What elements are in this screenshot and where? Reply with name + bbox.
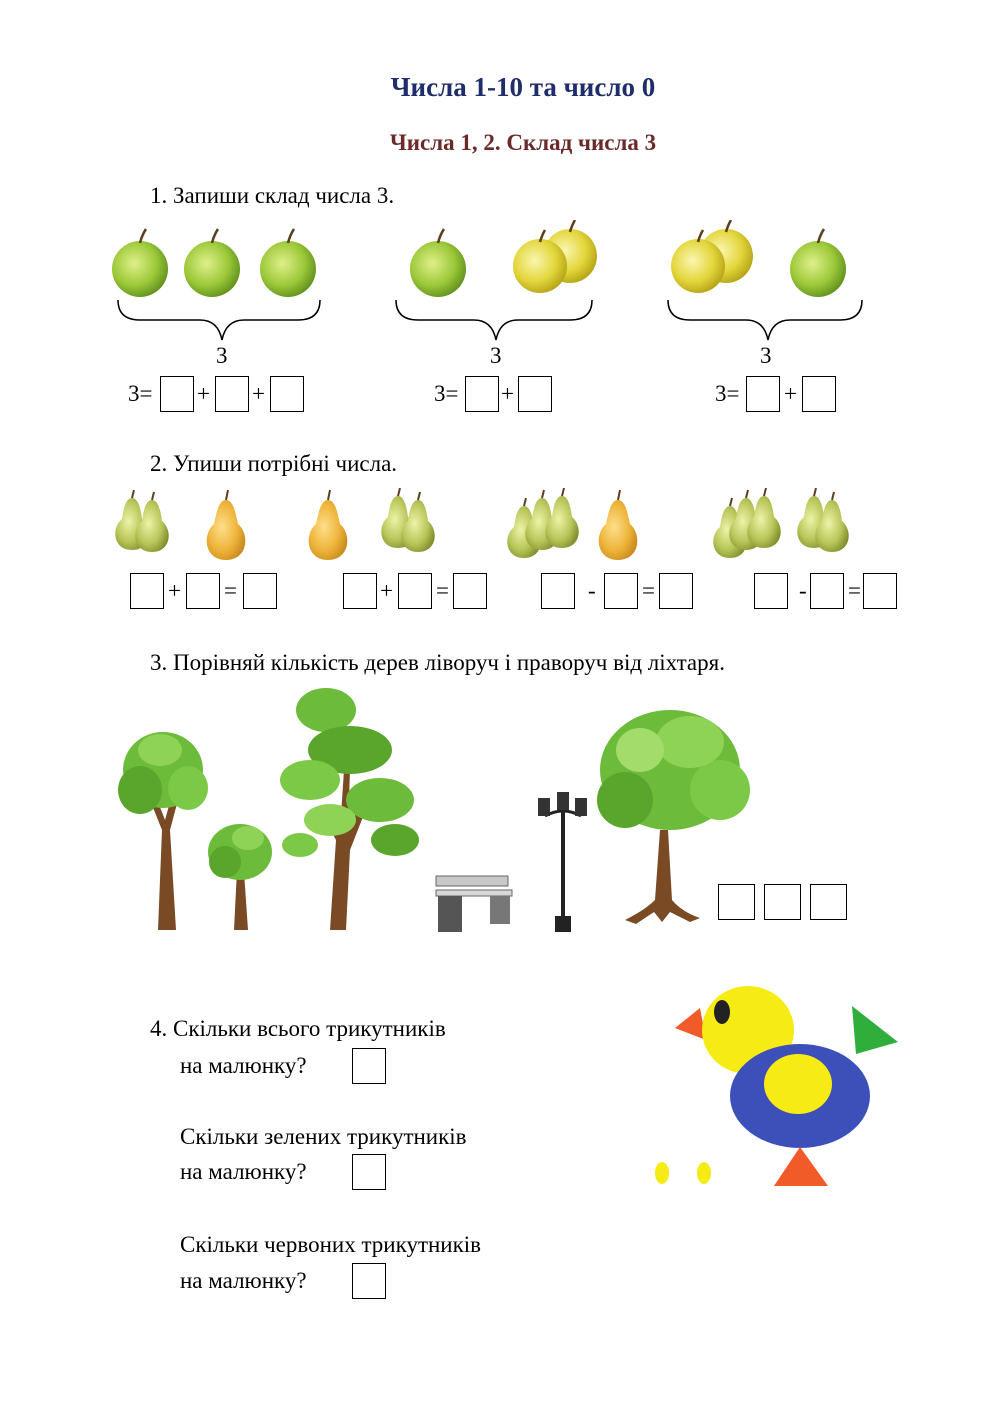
plus-sign: + — [197, 381, 210, 406]
apple-icon — [410, 229, 466, 297]
answer-box[interactable] — [810, 573, 844, 609]
plus-sign: + — [252, 381, 265, 406]
tree-icon — [208, 824, 272, 930]
answer-box[interactable] — [398, 573, 432, 609]
answer-box[interactable] — [465, 376, 499, 412]
answer-box[interactable] — [352, 1048, 386, 1084]
answer-box[interactable] — [604, 573, 638, 609]
apple-icon — [260, 229, 316, 297]
answer-box[interactable] — [802, 376, 836, 412]
pear-icon — [713, 488, 780, 558]
lamp-post-icon — [538, 792, 587, 932]
task4-question1-line1: 4. Скільки всього трикутників — [150, 1016, 446, 1041]
apple-icon — [790, 229, 846, 297]
group-total: 3 — [490, 343, 502, 368]
brace — [396, 300, 592, 340]
task2-label: 2. Упиши потрібні числа. — [150, 451, 398, 476]
task1-label: 1. Запиши склад числа 3. — [150, 183, 395, 208]
equation-lead: 3= — [715, 381, 740, 406]
apple-icon — [112, 229, 168, 297]
apple-icon — [184, 229, 240, 297]
tree-icon — [280, 688, 419, 930]
task3-illustration — [0, 680, 1000, 940]
answer-box[interactable] — [243, 573, 277, 609]
plus-sign: + — [784, 381, 797, 406]
answer-box[interactable] — [754, 573, 788, 609]
task4-question3-line1: Скільки червоних трикутників — [180, 1232, 482, 1257]
equals-sign: = — [436, 578, 449, 603]
answer-box[interactable] — [810, 884, 847, 920]
apple-icon — [513, 220, 597, 293]
task4-question2-line1: Скільки зелених трикутників — [180, 1124, 467, 1149]
equals-sign: = — [224, 578, 237, 603]
yellow-dot — [655, 1162, 669, 1184]
brace — [668, 300, 862, 340]
answer-box[interactable] — [270, 376, 304, 412]
answer-box[interactable] — [541, 573, 575, 609]
red-triangle-foot — [774, 1147, 828, 1186]
pear-icon — [381, 488, 434, 552]
pear-icon — [115, 490, 168, 552]
pear-icon — [507, 488, 578, 558]
answer-box[interactable] — [186, 573, 220, 609]
pear-icon — [797, 488, 848, 552]
tree-icon — [118, 732, 208, 930]
shape-bird-picture — [640, 960, 940, 1230]
equals-sign: = — [642, 578, 655, 603]
answer-box[interactable] — [863, 573, 897, 609]
plus-sign: + — [168, 578, 181, 603]
task2-illustration — [0, 488, 1000, 568]
minus-sign: - — [799, 578, 807, 603]
red-triangle-beak — [675, 1008, 706, 1040]
plus-sign: + — [501, 381, 514, 406]
task4-question2-line2: на малюнку? — [180, 1159, 307, 1184]
answer-box[interactable] — [518, 376, 552, 412]
equation-lead: 3= — [434, 381, 459, 406]
equation-lead: 3= — [128, 381, 153, 406]
pear-icon — [309, 490, 348, 560]
answer-box[interactable] — [352, 1154, 386, 1190]
answer-box[interactable] — [746, 376, 780, 412]
minus-sign: - — [588, 578, 596, 603]
bench-icon — [436, 876, 512, 932]
yellow-wing — [764, 1054, 832, 1114]
apple-icon — [671, 220, 753, 293]
answer-box[interactable] — [215, 376, 249, 412]
yellow-dot — [697, 1162, 711, 1184]
answer-box[interactable] — [718, 884, 755, 920]
page-subtitle: Числа 1, 2. Склад числа 3 — [389, 130, 657, 155]
answer-box[interactable] — [160, 376, 194, 412]
pear-icon — [207, 490, 246, 560]
brace — [118, 300, 320, 340]
answer-box[interactable] — [352, 1263, 386, 1299]
page-title: Числа 1-10 та число 0 — [390, 72, 656, 102]
group-total: 3 — [216, 343, 228, 368]
pear-icon — [599, 490, 638, 560]
task4-question1-line2: на малюнку? — [180, 1053, 307, 1078]
task4-question3-line2: на малюнку? — [180, 1268, 307, 1293]
eye — [714, 1000, 730, 1024]
equals-sign: = — [848, 578, 861, 603]
answer-box[interactable] — [764, 884, 801, 920]
answer-box[interactable] — [343, 573, 377, 609]
plus-sign: + — [380, 578, 393, 603]
answer-box[interactable] — [453, 573, 487, 609]
answer-box[interactable] — [130, 573, 164, 609]
group-total: 3 — [760, 343, 772, 368]
answer-box[interactable] — [659, 573, 693, 609]
task3-label: 3. Порівняй кількість дерев ліворуч і праворуч від ліхтаря. — [150, 650, 725, 675]
green-triangle-tail — [852, 1006, 898, 1054]
